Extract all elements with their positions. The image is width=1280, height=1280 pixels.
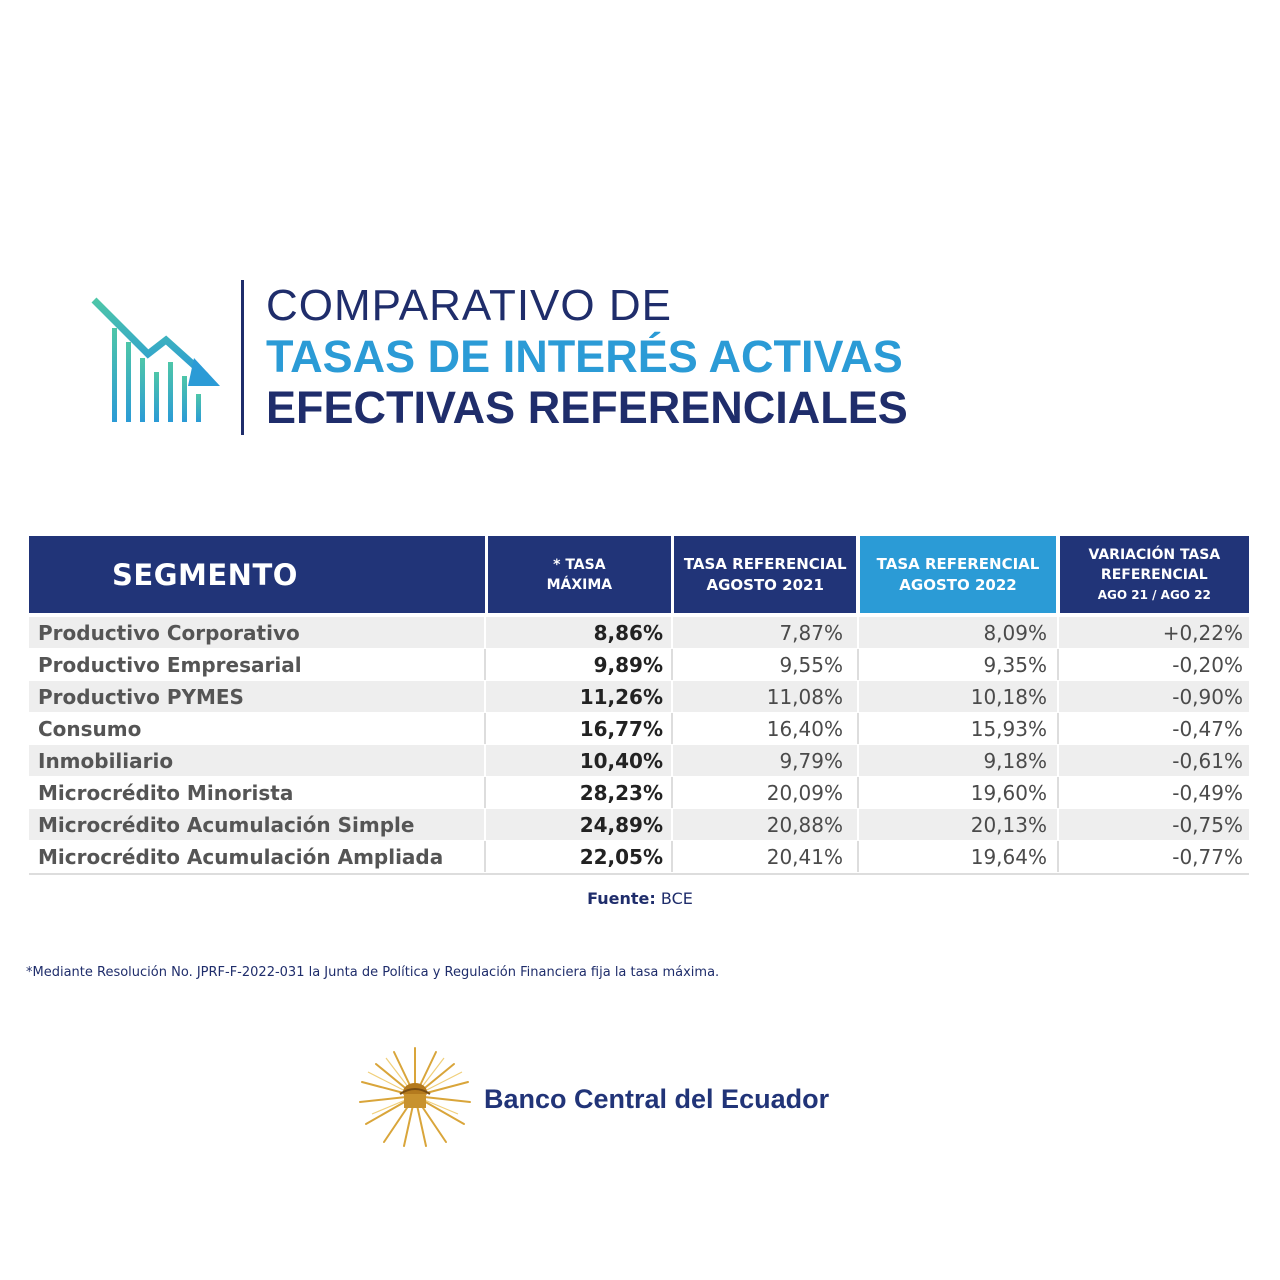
header-ref-2021-line1: TASA REFERENCIAL (683, 554, 847, 573)
header-variacion (1060, 536, 1249, 613)
table-row (29, 617, 1249, 649)
table-row (29, 649, 1249, 681)
cell-ref-2021: 9,55% (673, 649, 859, 680)
table-body (29, 617, 1249, 873)
header-ref-2022-line2: AGOSTO 2022 (899, 575, 1017, 594)
header-variacion-line2: REFERENCIAL (1100, 566, 1208, 583)
header-tasa-maxima (488, 536, 671, 613)
header-variacion-line3: AGO 21 / AGO 22 (1097, 587, 1211, 602)
table-row (29, 713, 1249, 745)
header-ref-2021 (674, 536, 856, 613)
cell-ref-2021: 20,88% (673, 809, 859, 840)
cell-segmento: Microcrédito Minorista (29, 777, 486, 808)
title-line-1: COMPARATIVO DE (266, 281, 672, 330)
cell-ref-2022: 19,64% (859, 841, 1059, 872)
source-label: Fuente: (587, 889, 656, 908)
source-value: BCE (660, 889, 693, 908)
title-line-2: TASAS DE INTERÉS ACTIVAS (266, 331, 903, 382)
cell-segmento: Microcrédito Acumulación Simple (29, 809, 486, 840)
header-ref-2022-line1: TASA REFERENCIAL (876, 554, 1040, 573)
cell-segmento: Productivo PYMES (29, 681, 486, 712)
table-row (29, 681, 1249, 713)
bank-name: Banco Central del Ecuador (484, 1084, 830, 1114)
header-tasa-maxima-line2: MÁXIMA (546, 576, 613, 593)
table-row (29, 841, 1249, 873)
header-ref-2022 (860, 536, 1055, 613)
condor-sun-emblem-icon (356, 1044, 474, 1148)
cell-tasa-maxima: 10,40% (486, 745, 673, 776)
declining-bar-chart-icon (90, 290, 220, 426)
cell-ref-2022: 8,09% (859, 617, 1059, 648)
cell-ref-2021: 11,08% (673, 681, 859, 712)
table-bottom-rule (29, 873, 1249, 875)
cell-variacion: -0,49% (1172, 780, 1243, 805)
table-row (29, 745, 1249, 777)
title-divider (241, 280, 244, 435)
cell-segmento: Inmobiliario (29, 745, 486, 776)
page-title (266, 282, 1026, 434)
cell-variacion: -0,20% (1172, 652, 1243, 677)
cell-tasa-maxima: 22,05% (486, 841, 673, 872)
footnote: *Mediante Resolución No. JPRF-F-2022-031 la Junta de Política y Regulación Financiera fija la tasa máxima. (26, 965, 720, 980)
cell-ref-2022: 19,60% (859, 777, 1059, 808)
cell-ref-2022: 20,13% (859, 809, 1059, 840)
cell-tasa-maxima: 28,23% (486, 777, 673, 808)
header-variacion-line1: VARIACIÓN TASA (1088, 546, 1221, 563)
cell-ref-2022: 9,18% (859, 745, 1059, 776)
table-row (29, 809, 1249, 841)
cell-tasa-maxima: 8,86% (486, 617, 673, 648)
cell-variacion: -0,77% (1172, 844, 1243, 869)
cell-ref-2021: 7,87% (673, 617, 859, 648)
title-line-3: EFECTIVAS REFERENCIALES (266, 382, 908, 433)
cell-tasa-maxima: 24,89% (486, 809, 673, 840)
table-row (29, 777, 1249, 809)
table-header (29, 536, 1249, 613)
cell-tasa-maxima: 16,77% (486, 713, 673, 744)
cell-variacion: -0,90% (1172, 684, 1243, 709)
header-tasa-maxima-line1: * TASA (553, 556, 606, 573)
cell-ref-2022: 10,18% (859, 681, 1059, 712)
cell-ref-2021: 20,09% (673, 777, 859, 808)
cell-variacion: +0,22% (1162, 620, 1243, 645)
header-segmento: SEGMENTO (29, 536, 485, 613)
rates-table (29, 536, 1249, 875)
cell-segmento: Productivo Empresarial (29, 649, 486, 680)
cell-ref-2021: 20,41% (673, 841, 859, 872)
cell-variacion: -0,75% (1172, 812, 1243, 837)
cell-ref-2021: 16,40% (673, 713, 859, 744)
cell-tasa-maxima: 9,89% (486, 649, 673, 680)
cell-variacion: -0,47% (1172, 716, 1243, 741)
cell-variacion: -0,61% (1172, 748, 1243, 773)
cell-tasa-maxima: 11,26% (486, 681, 673, 712)
cell-segmento: Consumo (29, 713, 486, 744)
cell-segmento: Microcrédito Acumulación Ampliada (29, 841, 486, 872)
header-ref-2021-line2: AGOSTO 2021 (706, 575, 824, 594)
cell-ref-2022: 15,93% (859, 713, 1059, 744)
source-note (0, 889, 1280, 908)
cell-ref-2022: 9,35% (859, 649, 1059, 680)
cell-ref-2021: 9,79% (673, 745, 859, 776)
cell-segmento: Productivo Corporativo (29, 617, 486, 648)
